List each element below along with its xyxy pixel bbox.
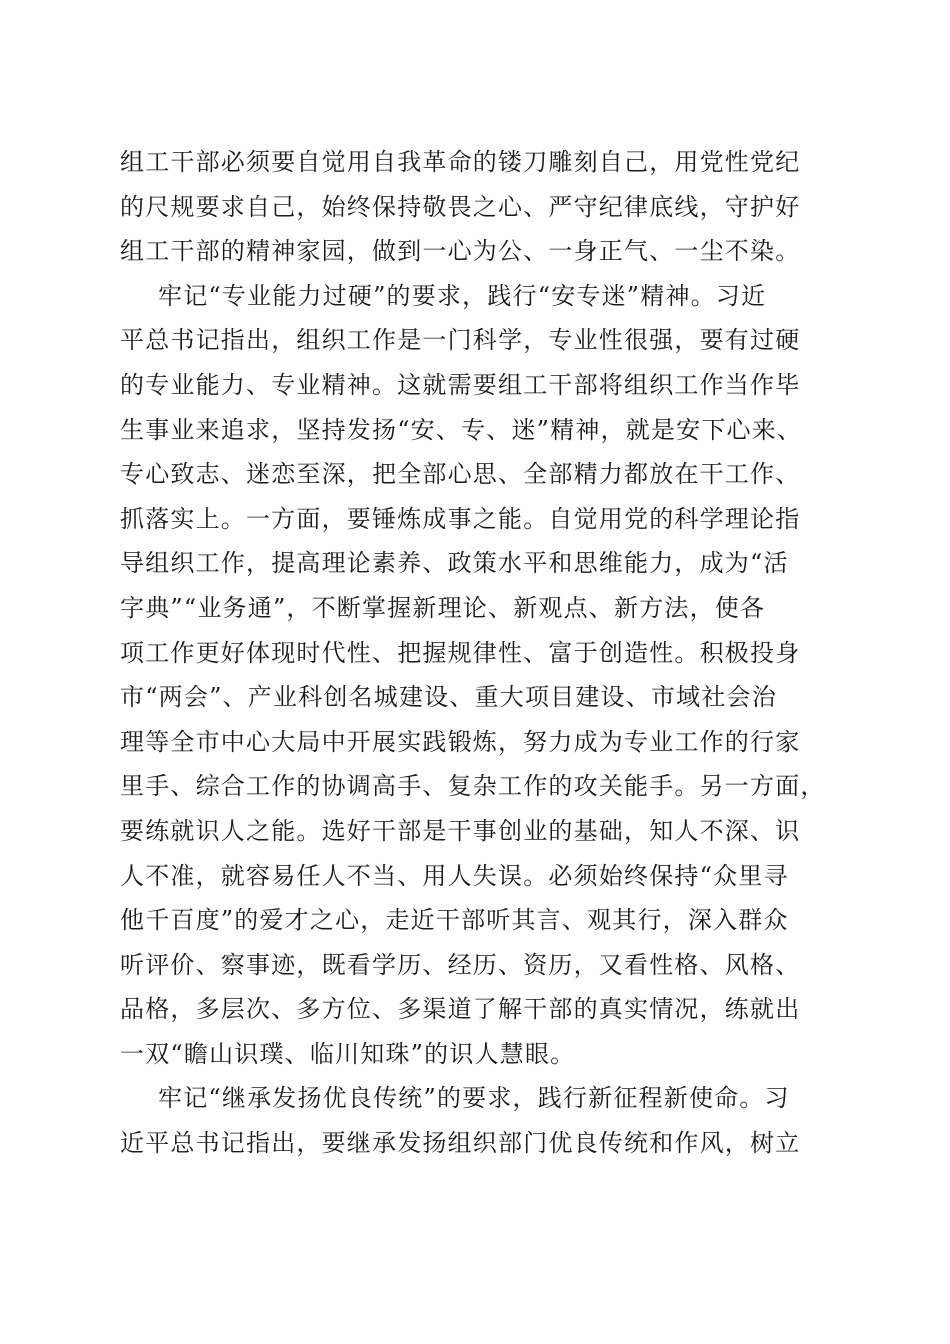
text-line: 导组织工作，提高理论素养、政策水平和思维能力，成为“活 (120, 549, 789, 578)
text-line: 平总书记指出，组织工作是一门科学，专业性很强，要有过硬 (120, 326, 801, 355)
text-line: 组工干部必须要自觉用自我革命的镂刀雕刻自己，用党性党纪 (120, 148, 801, 176)
text-line: 里手、综合工作的协调高手、复杂工作的攻关能手。另一方面， (120, 772, 826, 801)
paragraph-3 (120, 1076, 830, 1165)
text-line: 一双“瞻山识璞、临川知珠”的识人慧眼。 (120, 1039, 576, 1068)
text-line: 项工作更好体现时代性、把握规律性、富于创造性。积极投身 (120, 638, 801, 667)
text-line: 组工干部的精神家园，做到一心为公、一身正气、一尘不染。 (120, 237, 801, 266)
text-line: 字典”“业务通”，不断掌握新理论、新观点、新方法，使各 (120, 593, 766, 622)
text-line: 品格，多层次、多方位、多渠道了解干部的真实情况，练就出 (120, 995, 801, 1024)
text-line: 人不准，就容易任人不当、用人失误。必须始终保持“众里寻 (120, 861, 789, 890)
text-line: 的专业能力、专业精神。这就需要组工干部将组织工作当作毕 (120, 370, 801, 399)
document-body (120, 140, 830, 1166)
paragraph-2 (120, 274, 830, 1077)
text-line: 他千百度”的爱才之心，走近干部听其言、观其行，深入群众 (120, 906, 789, 935)
text-line: 要练就识人之能。选好干部是干事创业的基础，知人不深、识 (120, 816, 801, 845)
text-line: 生事业来追求，坚持发扬“安、专、迷”精神，就是安下心来、 (120, 415, 803, 444)
text-line: 近平总书记指出，要继承发扬组织部门优良传统和作风，树立 (120, 1129, 801, 1158)
text-line: 抓落实上。一方面，要锤炼成事之能。自觉用党的科学理论指 (120, 504, 801, 533)
text-line: 的尺规要求自己，始终保持敬畏之心、严守纪律底线，守护好 (120, 192, 801, 221)
text-line: 市“两会”、产业科创名城建设、重大项目建设、市域社会治 (120, 683, 777, 712)
text-line: 牢记“专业能力过硬”的要求，践行“安专迷”精神。习近 (158, 281, 767, 310)
text-line: 理等全市中心大局中开展实践锻炼，努力成为专业工作的行家 (120, 727, 801, 756)
paragraph-1 (120, 140, 830, 274)
text-line: 牢记“继承发扬优良传统”的要求，践行新征程新使命。习 (158, 1084, 790, 1113)
text-line: 听评价、察事迹，既看学历、经历、资历，又看性格、风格、 (120, 950, 801, 979)
text-line: 专心致志、迷恋至深，把全部心思、全部精力都放在干工作、 (120, 460, 801, 489)
